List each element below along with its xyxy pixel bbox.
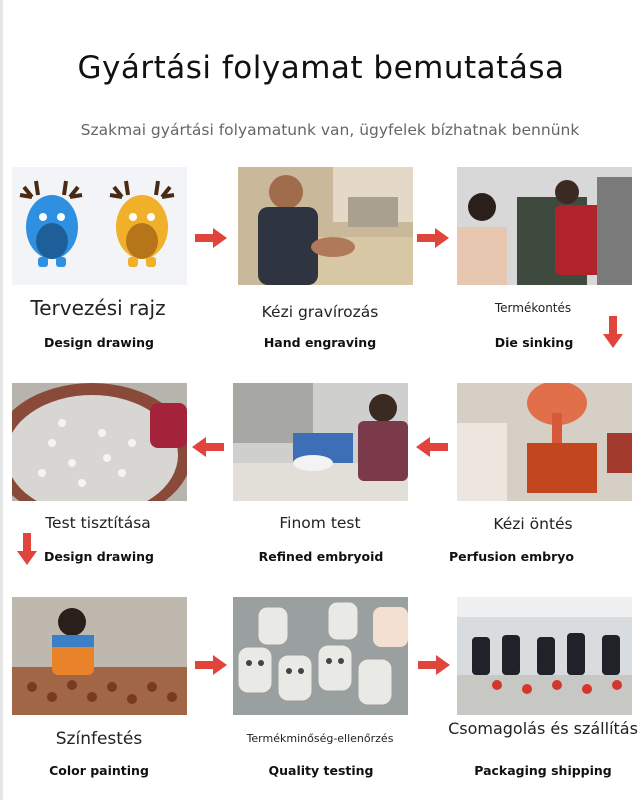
step-9-subtitle: Packaging shipping bbox=[474, 763, 612, 778]
step-9-title: Csomagolás és szállítás bbox=[448, 719, 638, 738]
arrow-right-icon bbox=[418, 655, 450, 675]
arrow-down-icon bbox=[17, 533, 37, 565]
arrow-left-icon bbox=[416, 437, 448, 457]
step-2-subtitle: Hand engraving bbox=[263, 335, 377, 350]
step-4-title: Kézi öntés bbox=[493, 515, 573, 533]
step-3-subtitle: Die sinking bbox=[494, 335, 574, 350]
arrow-left-icon bbox=[192, 437, 224, 457]
step-8-title: Termékminőség-ellenőrzés bbox=[246, 732, 394, 745]
step-5-subtitle: Refined embryoid bbox=[258, 549, 384, 564]
photo-color-painting bbox=[12, 597, 187, 715]
step-7-title: Színfestés bbox=[55, 729, 143, 749]
step-8-subtitle: Quality testing bbox=[268, 763, 374, 778]
left-edge-divider bbox=[0, 0, 3, 800]
step-6-title: Test tisztítása bbox=[45, 514, 151, 532]
photo-quality-testing bbox=[233, 597, 408, 715]
page-title: Gyártási folyamat bemutatása bbox=[77, 50, 565, 86]
step-4-subtitle: Perfusion embryo bbox=[448, 549, 575, 564]
step-1-subtitle: Design drawing bbox=[43, 335, 154, 350]
photo-body-cleaning bbox=[12, 383, 187, 501]
arrow-right-icon bbox=[195, 228, 227, 248]
page-subtitle: Szakmai gyártási folyamatunk van, ügyfelek bízhatnak bennünk bbox=[80, 121, 580, 139]
photo-hand-engraving bbox=[238, 167, 413, 285]
photo-packaging-shipping bbox=[457, 597, 632, 715]
photo-hand-casting bbox=[457, 383, 632, 501]
step-1-title: Tervezési rajz bbox=[30, 296, 166, 320]
arrow-right-icon bbox=[195, 655, 227, 675]
photo-refined-body bbox=[233, 383, 408, 501]
step-7-subtitle: Color painting bbox=[49, 763, 149, 778]
step-3-title: Termékontés bbox=[494, 301, 572, 315]
step-6-subtitle: Design drawing bbox=[43, 549, 154, 564]
arrow-right-icon bbox=[417, 228, 449, 248]
step-2-title: Kézi gravírozás bbox=[261, 303, 379, 321]
step-5-title: Finom test bbox=[279, 514, 361, 532]
photo-die-sinking bbox=[457, 167, 632, 285]
photo-design-drawing bbox=[12, 167, 187, 285]
arrow-down-icon bbox=[603, 316, 623, 348]
